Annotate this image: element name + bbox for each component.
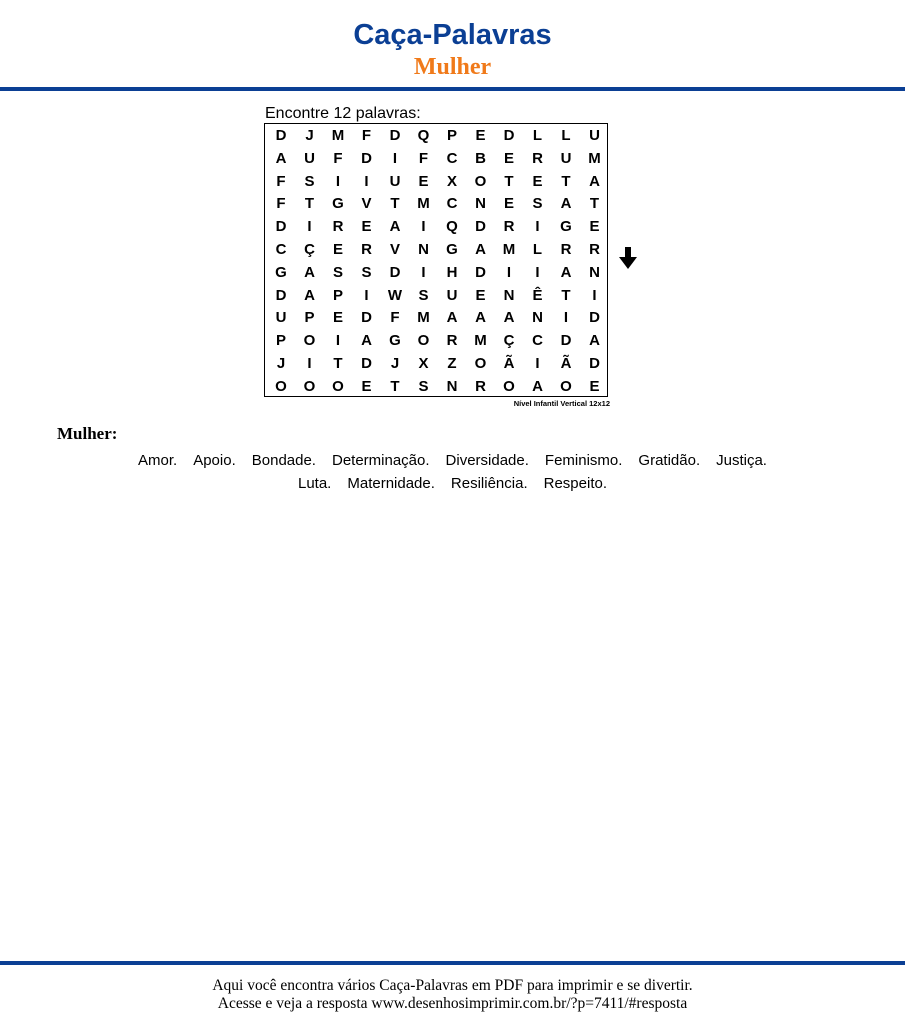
grid-cell: O [303, 377, 316, 395]
grid-cell: D [389, 127, 401, 144]
grid-cell: I [563, 309, 569, 327]
grid-cell: A [304, 263, 315, 281]
arrow-down-icon [616, 245, 640, 271]
grid-cell: U [389, 172, 401, 190]
grid-cell: S [532, 195, 543, 213]
grid-cell: J [390, 355, 400, 372]
grid-cell: F [418, 149, 429, 167]
grid-cell: W [387, 286, 403, 304]
grid-cell: Ã [503, 355, 515, 372]
grid-cell: D [475, 218, 486, 236]
grid-cell: E [361, 377, 372, 395]
grid-cell: D [560, 332, 572, 350]
grid-cell: S [304, 172, 315, 190]
word-list-row-1 [40, 450, 865, 472]
grid-cell: M [417, 309, 430, 327]
grid-cell: A [475, 309, 486, 327]
grid-cell: A [361, 332, 372, 350]
grid-cell: A [475, 241, 486, 258]
grid-cell: E [589, 377, 600, 395]
grid-cell: I [364, 286, 369, 304]
grid-cell: P [446, 127, 457, 144]
grid-cell: A [589, 332, 600, 350]
grid-cell: I [307, 218, 312, 236]
grid-cell: I [506, 263, 512, 281]
grid-cell: E [589, 218, 600, 236]
grid-cell: O [332, 377, 344, 395]
grid-cell: T [561, 172, 571, 190]
grid-cell: U [275, 309, 287, 327]
grid-cell: I [421, 218, 426, 236]
grid-cell: O [275, 377, 287, 395]
grid-cell: F [276, 195, 286, 213]
grid-cell: F [361, 127, 372, 144]
grid-cell: D [389, 263, 401, 281]
grid-cell: G [446, 241, 458, 258]
grid-cell: D [589, 309, 600, 327]
grid-cell: M [474, 332, 487, 350]
grid-cell: I [392, 149, 398, 167]
grid-cell: D [503, 127, 515, 144]
grid-cell: X [446, 172, 457, 190]
grid-cell: A [560, 263, 572, 281]
grid-cell: I [592, 286, 597, 304]
grid-cell: Ã [560, 355, 572, 372]
grid-cell: A [304, 286, 315, 304]
grid-cell: I [307, 355, 312, 372]
page-title: Caça-Palavras [353, 19, 552, 51]
grid-cell: D [361, 355, 372, 372]
grid-cell: E [418, 172, 429, 190]
grid-cell: P [304, 309, 315, 327]
grid-cell: R [475, 377, 486, 395]
grid-cell: M [502, 241, 516, 258]
grid-cell: F [390, 309, 400, 327]
grid-cell: R [532, 149, 543, 167]
page-subtitle: Mulher [413, 54, 492, 80]
word-list-item: Diversidade. [445, 452, 529, 469]
grid-cell: R [503, 218, 515, 236]
grid-cell: Q [446, 218, 458, 236]
grid-cell: E [332, 241, 343, 258]
grid-cell: E [503, 149, 514, 167]
grid-cell: U [446, 286, 458, 304]
grid-cell: I [335, 332, 341, 350]
grid-cell: L [532, 241, 543, 258]
grid-cell: D [361, 309, 372, 327]
grid-cell: L [532, 127, 543, 144]
grid-cell: T [561, 286, 571, 304]
grid-cell: R [446, 332, 458, 350]
grid-cell: M [588, 149, 601, 167]
grid-cell: M [331, 127, 345, 144]
grid-cell: E [503, 195, 514, 213]
grid-cell: Q [417, 127, 430, 144]
grid-cell: I [535, 263, 540, 281]
grid-cell: G [389, 332, 401, 350]
grid-cell: A [532, 377, 543, 395]
grid-cell: N [589, 263, 600, 281]
grid-cell: C [446, 149, 458, 167]
grid-cell: E [475, 286, 486, 304]
grid-cell: H [446, 263, 458, 281]
grid-cell: C [275, 241, 287, 258]
grid-cell: O [560, 377, 572, 395]
grid-cell: J [305, 127, 314, 144]
grid-cell: C [532, 332, 543, 350]
grid-cell: I [364, 172, 369, 190]
grid-cell: Z [447, 355, 457, 372]
grid-cell: R [589, 241, 600, 258]
grid-cell: T [333, 355, 343, 372]
word-list-item: Respeito. [543, 475, 607, 492]
grid-cell: X [418, 355, 429, 372]
word-list-item: Luta. [297, 475, 332, 492]
grid-cell: I [535, 218, 540, 236]
word-list-heading: Mulher: [57, 424, 118, 443]
grid-cell: S [361, 263, 372, 281]
grid-cell: A [560, 195, 572, 213]
grid-cell: T [504, 172, 514, 190]
grid-cell: S [418, 286, 429, 304]
grid-cell: S [332, 263, 343, 281]
grid-cell: V [361, 195, 372, 213]
grid-cell: V [389, 241, 400, 258]
grid-cell: D [589, 355, 600, 372]
grid-cell: N [503, 286, 515, 304]
grid-cell: E [332, 309, 343, 327]
grid-cell: N [475, 195, 486, 213]
grid-cell: D [275, 286, 287, 304]
word-list-item: Maternidade. [347, 475, 435, 492]
grid-cell: P [275, 332, 286, 350]
word-list-item: Justiça. [716, 452, 767, 469]
grid-cell: F [333, 149, 343, 167]
grid-cell: N [446, 377, 458, 395]
level-label: Nível Infantil Vertical 12x12 [513, 399, 610, 408]
grid-cell: C [446, 195, 458, 213]
grid-cell: T [589, 195, 600, 213]
grid-cell: A [589, 172, 600, 190]
grid-cell: A [389, 218, 401, 236]
word-list-row-2 [40, 473, 865, 495]
grid-cell: D [475, 263, 486, 281]
word-list-item: Feminismo. [544, 452, 623, 469]
grid-cell: J [276, 355, 286, 372]
grid-cell: G [560, 218, 572, 236]
grid-cell: Ê [532, 286, 543, 304]
grid-cell: S [418, 377, 429, 395]
grid-cell: A [275, 149, 287, 167]
grid-cell: R [560, 241, 572, 258]
grid-cell: P [332, 286, 343, 304]
grid-cell: M [417, 195, 430, 213]
word-search-grid [264, 123, 608, 397]
word-list-item: Apoio. [193, 452, 236, 469]
grid-cell: R [361, 241, 372, 258]
word-list-item: Gratidão. [638, 452, 701, 469]
grid-cell: O [417, 332, 430, 350]
grid-cell: O [303, 332, 316, 350]
grid-cell: N [418, 241, 429, 258]
grid-cell: T [304, 195, 315, 213]
grid-cell: T [390, 195, 400, 213]
word-list-item: Determinação. [331, 452, 430, 469]
grid-cell: D [361, 149, 372, 167]
word-list-item: Resiliência. [450, 475, 528, 492]
grid-cell: R [332, 218, 344, 236]
grid-cell: Ç [503, 332, 515, 350]
footer-text: Aqui você encontra vários Caça-Palavras em PDF para imprimir e se divertir. [212, 977, 693, 994]
grid-cell: F [276, 172, 286, 190]
grid-cell: T [390, 377, 400, 395]
grid-cell: O [474, 355, 487, 372]
grid-cell: A [446, 309, 458, 327]
grid-cell: I [335, 172, 341, 190]
grid-cell: U [560, 149, 572, 167]
grid-cell: E [475, 127, 486, 144]
footer-divider [0, 961, 905, 965]
grid-cell: E [361, 218, 372, 236]
grid-cell: O [503, 377, 515, 395]
footer-link-text: Acesse e veja a resposta www.desenhosimprimir.com.br/?p=7411/#resposta [217, 995, 688, 1012]
grid-cell: O [474, 172, 487, 190]
grid-cell: N [532, 309, 543, 327]
grid-cell: U [589, 127, 600, 144]
grid-cell: Ç [304, 241, 315, 258]
grid-cell: A [503, 309, 515, 327]
grid-cell: B [475, 149, 486, 167]
grid-cell: D [275, 127, 287, 144]
grid-cell: G [275, 263, 287, 281]
grid-cell: E [532, 172, 543, 190]
grid-cell: L [561, 127, 571, 144]
grid-cell: U [304, 149, 315, 167]
grid-cell: G [332, 195, 344, 213]
grid-cell: I [535, 355, 540, 372]
puzzle-instruction: Encontre 12 palavras: [265, 105, 421, 122]
word-list-item: Amor. [138, 452, 178, 469]
grid-cell: D [275, 218, 287, 236]
header-divider [0, 87, 905, 91]
word-list-item: Bondade. [251, 452, 316, 469]
grid-cell: I [421, 263, 426, 281]
